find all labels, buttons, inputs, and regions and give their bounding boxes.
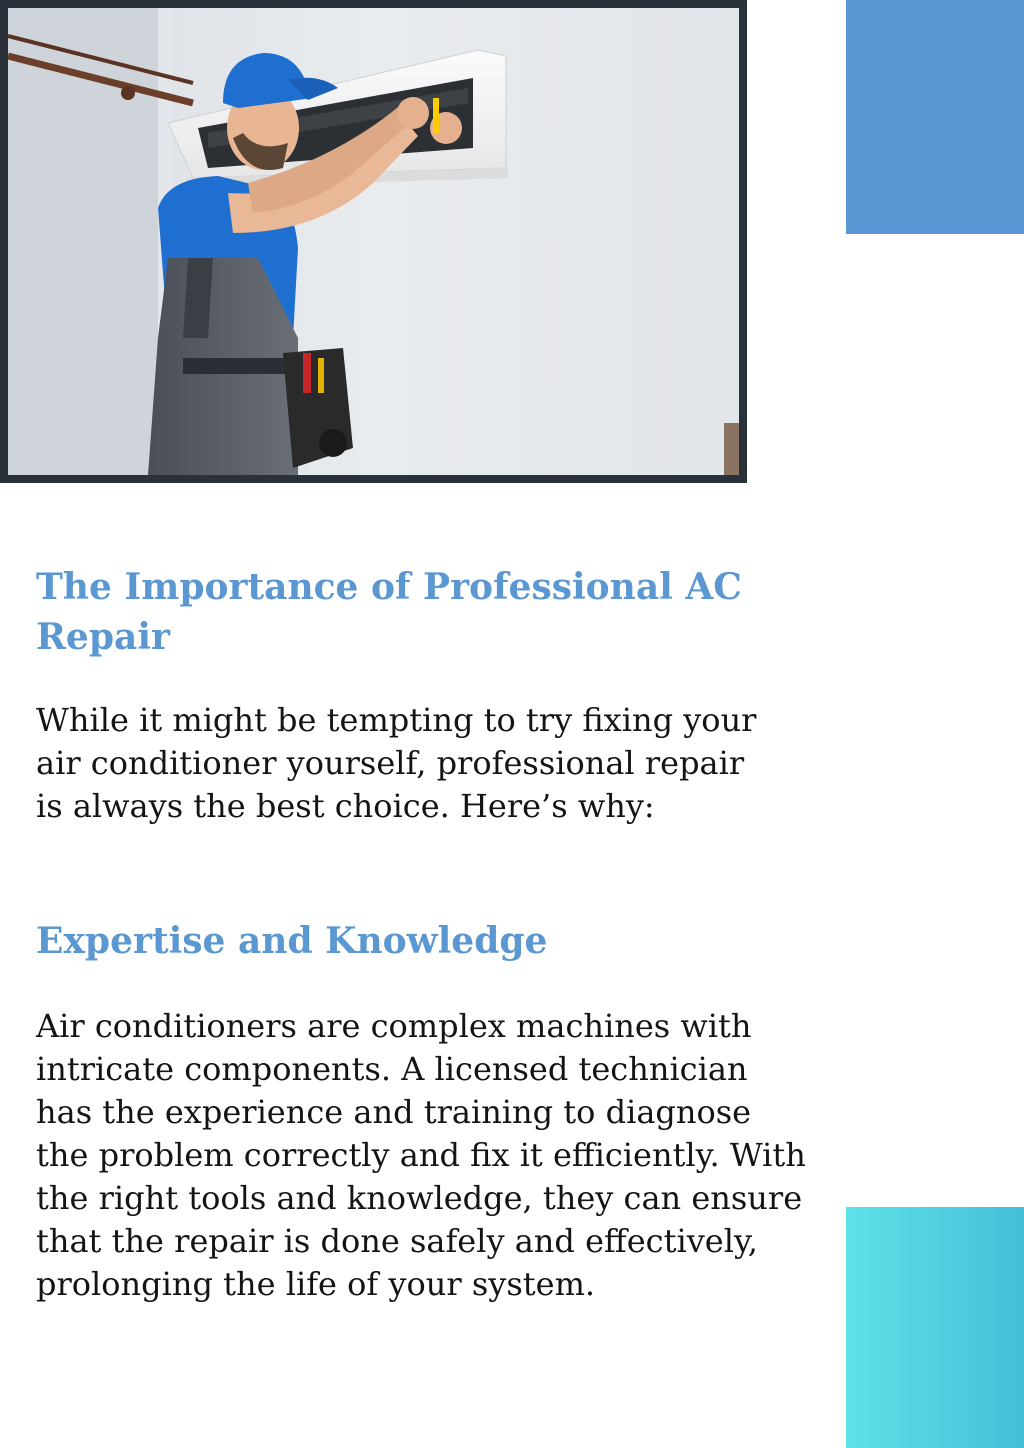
hero-photo [0, 0, 747, 483]
subsection-heading: Expertise and Knowledge [36, 920, 548, 962]
intro-paragraph: While it might be tempting to try fixing your air conditioner yourself, professional repair is always the best choice. Here’s why: [36, 701, 757, 825]
section-heading: The Importance of Professional AC Repair [36, 566, 742, 658]
technician-illustration [8, 8, 739, 475]
accent-block-bottom [846, 1207, 1024, 1448]
accent-block-top [846, 0, 1024, 234]
body-paragraph: Air conditioners are complex machines with intricate components. A licensed technician has the experience and training to diagnose the problem correctly and fix it efficiently. With the right tools and knowledge, they can ensure that the repair is done safely and effectively, prolonging the life of your system. [36, 1007, 806, 1303]
